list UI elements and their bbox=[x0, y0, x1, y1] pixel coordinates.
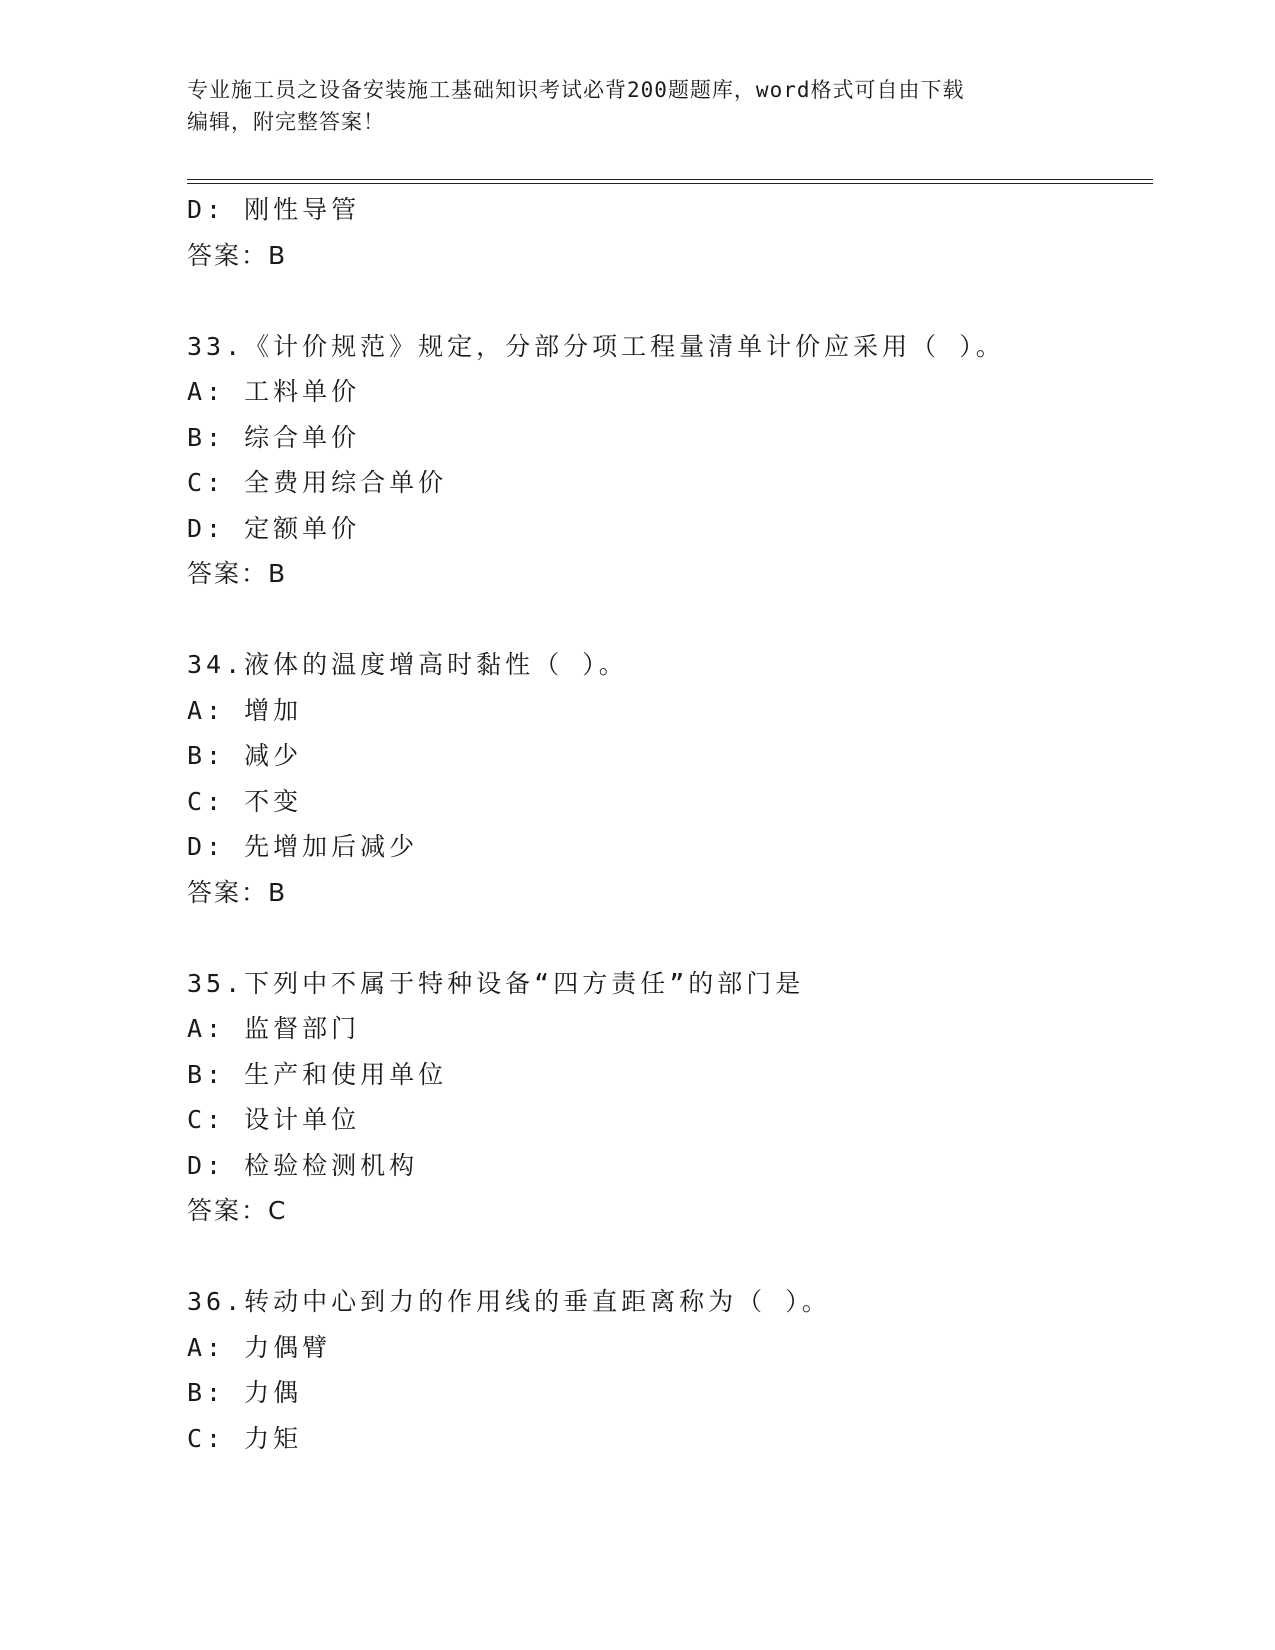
option-b: B: 综合单价 bbox=[187, 422, 361, 452]
option-b: B: 生产和使用单位 bbox=[187, 1059, 448, 1089]
option-d: D: 检验检测机构 bbox=[187, 1150, 419, 1180]
answer-line: 答案：C bbox=[187, 1196, 288, 1225]
question-stem: 35.下列中不属于特种设备“四方责任”的部门是 bbox=[187, 968, 805, 998]
spacer bbox=[187, 597, 1153, 643]
document-header bbox=[187, 74, 1087, 138]
option-c: C: 设计单位 bbox=[187, 1105, 361, 1134]
header-title-line1: 专业施工员之设备安装施工基础知识考试必背200题题库，word格式可自由下载 bbox=[187, 78, 965, 102]
spacer bbox=[187, 1234, 1153, 1280]
option-a: A: 工料单价 bbox=[187, 377, 361, 406]
option-a: A: 增加 bbox=[187, 695, 303, 725]
question-stem: 33.《计价规范》规定，分部分项工程量清单计价应采用（ ）。 bbox=[187, 331, 1005, 361]
option-c: C: 不变 bbox=[187, 786, 303, 816]
question-block-33 bbox=[187, 324, 1153, 597]
answer-line: 答案：B bbox=[187, 559, 288, 588]
spacer bbox=[187, 278, 1153, 324]
option-a: A: 力偶臂 bbox=[187, 1332, 332, 1362]
question-block-36 bbox=[187, 1279, 1153, 1461]
header-divider-top bbox=[187, 179, 1153, 180]
carryover-option-d: D: 刚性导管 bbox=[187, 195, 361, 224]
question-block-35 bbox=[187, 961, 1153, 1234]
header-divider-bottom bbox=[187, 183, 1153, 184]
question-stem: 34.液体的温度增高时黏性（ ）。 bbox=[187, 650, 628, 679]
option-d: D: 先增加后减少 bbox=[187, 832, 419, 861]
option-d: D: 定额单价 bbox=[187, 513, 361, 543]
header-title-line2: 编辑，附完整答案！ bbox=[187, 110, 385, 134]
option-b: B: 减少 bbox=[187, 741, 303, 770]
option-a: A: 监督部门 bbox=[187, 1014, 361, 1043]
spacer bbox=[187, 915, 1153, 961]
question-block-34 bbox=[187, 642, 1153, 915]
answer-line: 答案：B bbox=[187, 877, 288, 907]
carryover-answer: 答案：B bbox=[187, 240, 288, 270]
option-c: C: 全费用综合单价 bbox=[187, 468, 448, 497]
option-c: C: 力矩 bbox=[187, 1423, 303, 1453]
question-list bbox=[187, 187, 1153, 1461]
question-stem: 36.转动中心到力的作用线的垂直距离称为（ ）。 bbox=[187, 1287, 831, 1316]
option-b: B: 力偶 bbox=[187, 1378, 303, 1407]
